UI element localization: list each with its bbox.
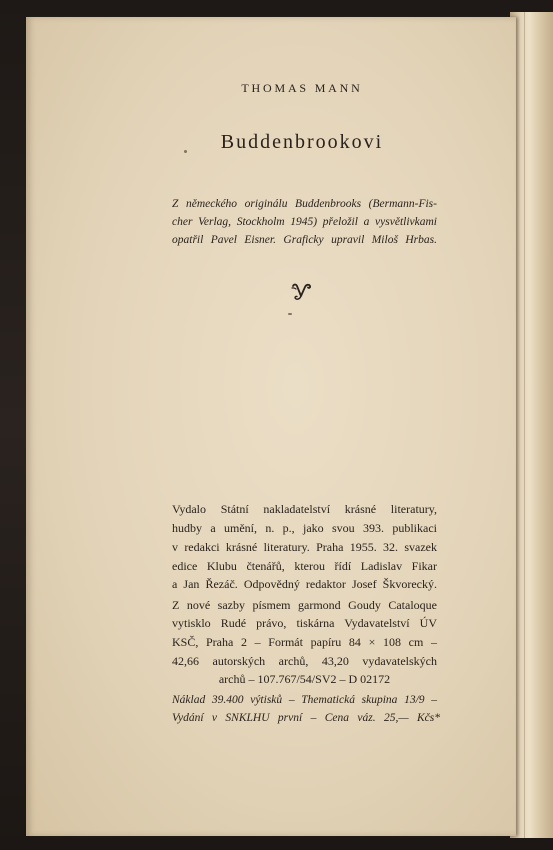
- publication-info-line: a Jan Řezáč. Odpovědný redaktor Josef Škvorecký.: [172, 577, 437, 591]
- ink-speck: [288, 313, 292, 315]
- publication-info-line: edice Klubu čtenářů, kterou řídí Ladislav Fikar: [172, 559, 437, 573]
- publisher-mark-icon: [289, 279, 313, 303]
- book-title: Buddenbrookovi: [220, 131, 384, 153]
- printing-info-line: KSČ, Praha 2 – Formát papíru 84 × 108 cm –: [172, 635, 437, 649]
- edition-info-line: Vydání v SNKLHU první – Cena váz. 25,— Kčs*: [172, 712, 440, 724]
- page-stack-edge: [510, 12, 553, 838]
- translation-note-line: Z německého originálu Buddenbrooks (Bermann-Fis-: [172, 198, 437, 210]
- edition-info-line: Náklad 39.400 výtisků – Thematická skupina 13/9 –: [172, 694, 437, 706]
- printing-info-line: Z nové sazby písmem garmond Goudy Cataloque: [172, 598, 437, 612]
- publication-info-line: Vydalo Státní nakladatelství krásné literatury,: [172, 502, 437, 516]
- translation-note-line: opatřil Pavel Eisner. Graficky upravil Miloš Hrbas.: [172, 234, 437, 246]
- ink-speck: [184, 150, 187, 153]
- author-name: THOMAS MANN: [241, 81, 363, 95]
- printing-info-line: vytisklo Rudé právo, tiskárna Vydavatelství ÚV: [172, 616, 437, 630]
- printing-info-line: 42,66 autorských archů, 43,20 vydavatelských: [172, 654, 437, 668]
- translation-note-line: cher Verlag, Stockholm 1945) přeložil a vysvětlivkami: [172, 216, 437, 228]
- publication-info-line: hudby a umění, n. p., jako svou 393. publikaci: [172, 521, 437, 535]
- publication-info-line: v redakci krásné literatury. Praha 1955. 32. svazek: [172, 540, 437, 554]
- printing-info-line: archů – 107.767/54/SV2 – D 02172: [218, 672, 391, 686]
